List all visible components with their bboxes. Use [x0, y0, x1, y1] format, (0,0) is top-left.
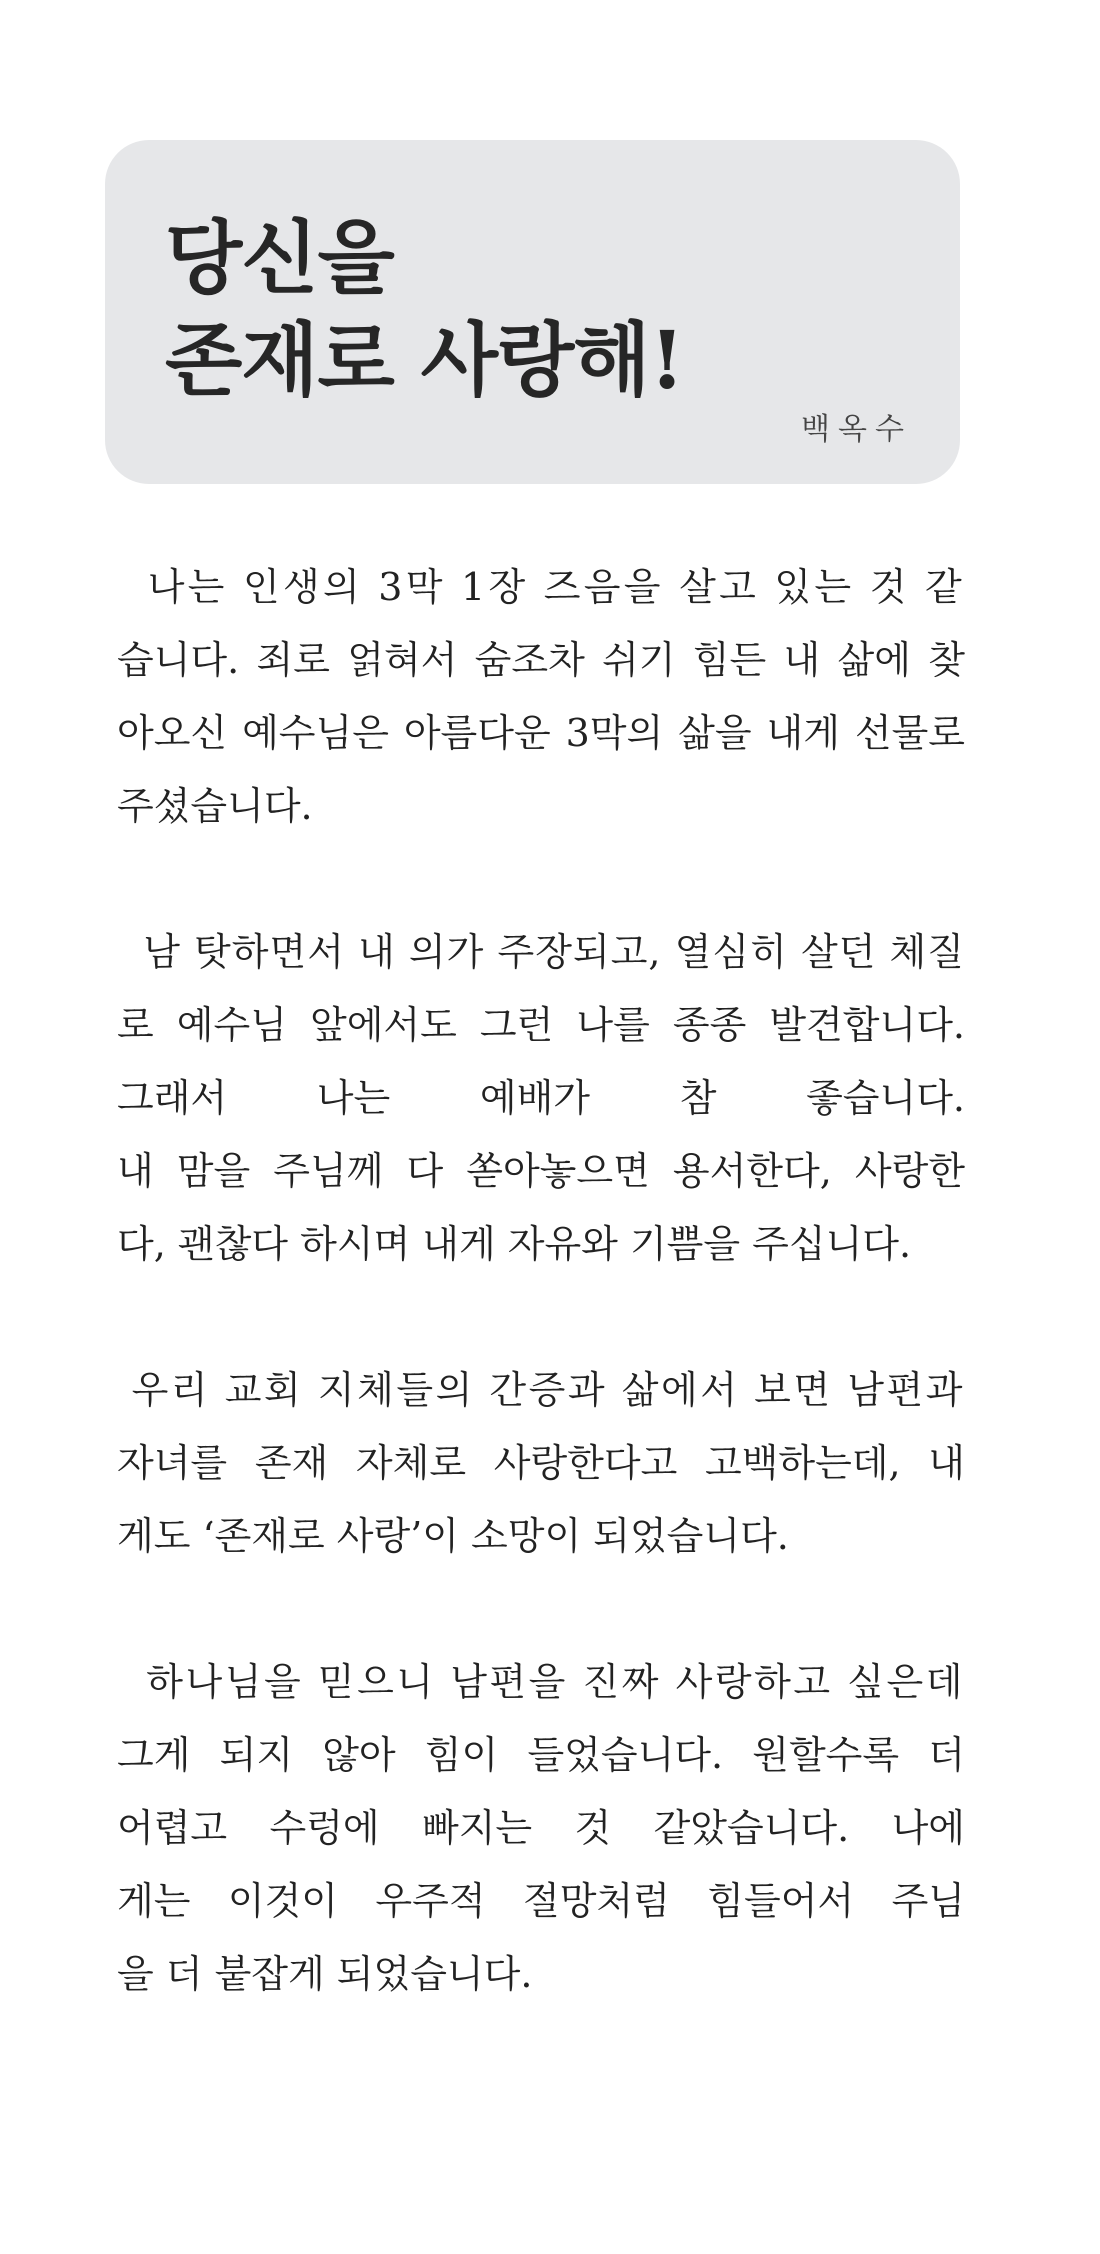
- paragraph-line: 게도 ‘존재로 사랑’이 소망이 되었습니다.: [117, 1514, 789, 1558]
- paragraph-line: 습니다. 죄로 얽혀서 숨조차 쉬기 힘든 내 삶에 찾: [117, 638, 965, 682]
- paragraph-line: 주셨습니다.: [117, 784, 313, 828]
- title-card: [105, 140, 960, 484]
- paragraph-line: 자녀를 존재 자체로 사랑한다고 고백하는데, 내: [117, 1441, 965, 1485]
- paragraph-line: 그게 되지 않아 힘이 들었습니다. 원할수록 더: [117, 1733, 965, 1777]
- paragraph-line: 내 맘을 주님께 다 쏟아놓으면 용서한다, 사랑한: [117, 1149, 965, 1193]
- paragraph-line: 하나님을 믿으니 남편을 진짜 사랑하고 싶은데: [117, 1660, 965, 1704]
- title-line-1: 당신을: [165, 211, 394, 305]
- paragraph-line: 우리 교회 지체들의 간증과 삶에서 보면 남편과: [117, 1368, 965, 1412]
- paragraph-line: 다, 괜찮다 하시며 내게 자유와 기쁨을 주십니다.: [117, 1222, 912, 1266]
- paragraph-line: 남 탓하면서 내 의가 주장되고, 열심히 살던 체질: [117, 930, 965, 974]
- paragraph-line: 게는 이것이 우주적 절망처럼 힘들어서 주님: [117, 1879, 965, 1923]
- author-name: 백옥수: [801, 412, 912, 447]
- title-line-2: 존재로 사랑해!: [165, 313, 684, 407]
- paragraph-line: 나는 인생의 3막 1장 즈음을 살고 있는 것 같: [117, 565, 965, 609]
- paragraph-line: 그래서 나는 예배가 참 좋습니다.: [117, 1076, 965, 1120]
- paragraph-line: 로 예수님 앞에서도 그런 나를 종종 발견합니다.: [117, 1003, 965, 1047]
- paragraph-line: 어렵고 수렁에 빠지는 것 같았습니다. 나에: [117, 1806, 965, 1850]
- paragraph-line: 아오신 예수님은 아름다운 3막의 삶을 내게 선물로: [117, 711, 965, 755]
- paragraph-line: 을 더 붙잡게 되었습니다.: [117, 1952, 533, 1996]
